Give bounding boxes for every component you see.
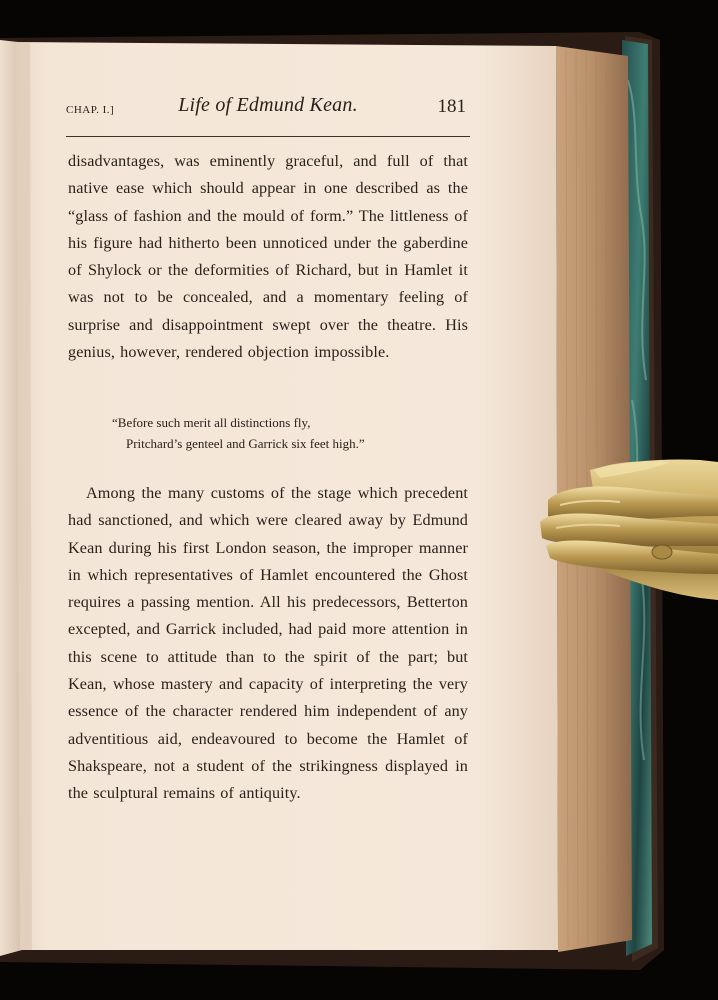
- page-number: 181: [437, 96, 466, 117]
- verse-line-2: Pritchard’s genteel and Garrick six feet high.”: [126, 436, 365, 451]
- header-rule: [66, 136, 470, 137]
- verse-quote: [112, 412, 458, 454]
- chapter-label: CHAP. I.]: [66, 104, 115, 116]
- page-text-block: [58, 88, 470, 848]
- verse-line-1: “Before such merit all distinctions fly,: [112, 415, 311, 430]
- paragraph-1: disadvantages, was eminently graceful, and full of that native ease which should appear in one described as the “glass of fashion and the mould of form.” The littleness of his figure had hitherto been unnoticed under the gaberdine of Shylock or the deformities of Richard, but in Hamlet it was not to be concealed, and a momentary feeling of surprise and disappointment swept over the theatre. His genius, however, rendered objection impossible.: [68, 152, 468, 362]
- paragraph-2: Among the many customs of the stage which precedent had sanctioned, and which were cleared away by Edmund Kean during his first London season, the improper manner in which representatives of Hamlet encountered the Ghost requires a passing mention. All his predecessors, Betterton excepted, and Garrick included, had paid more attention in this scene to attitude than to the spirit of the part; but Kean, whose mastery and capacity of interpreting the very essence of the character rendered him independent of any adventitious aid, endeavoured to become the Hamlet of Shakspeare, not a student of the strikingness displayed in the sculptural remains of antiquity.: [68, 484, 468, 803]
- running-head: [66, 88, 470, 124]
- running-title: Life of Edmund Kean.: [178, 94, 358, 116]
